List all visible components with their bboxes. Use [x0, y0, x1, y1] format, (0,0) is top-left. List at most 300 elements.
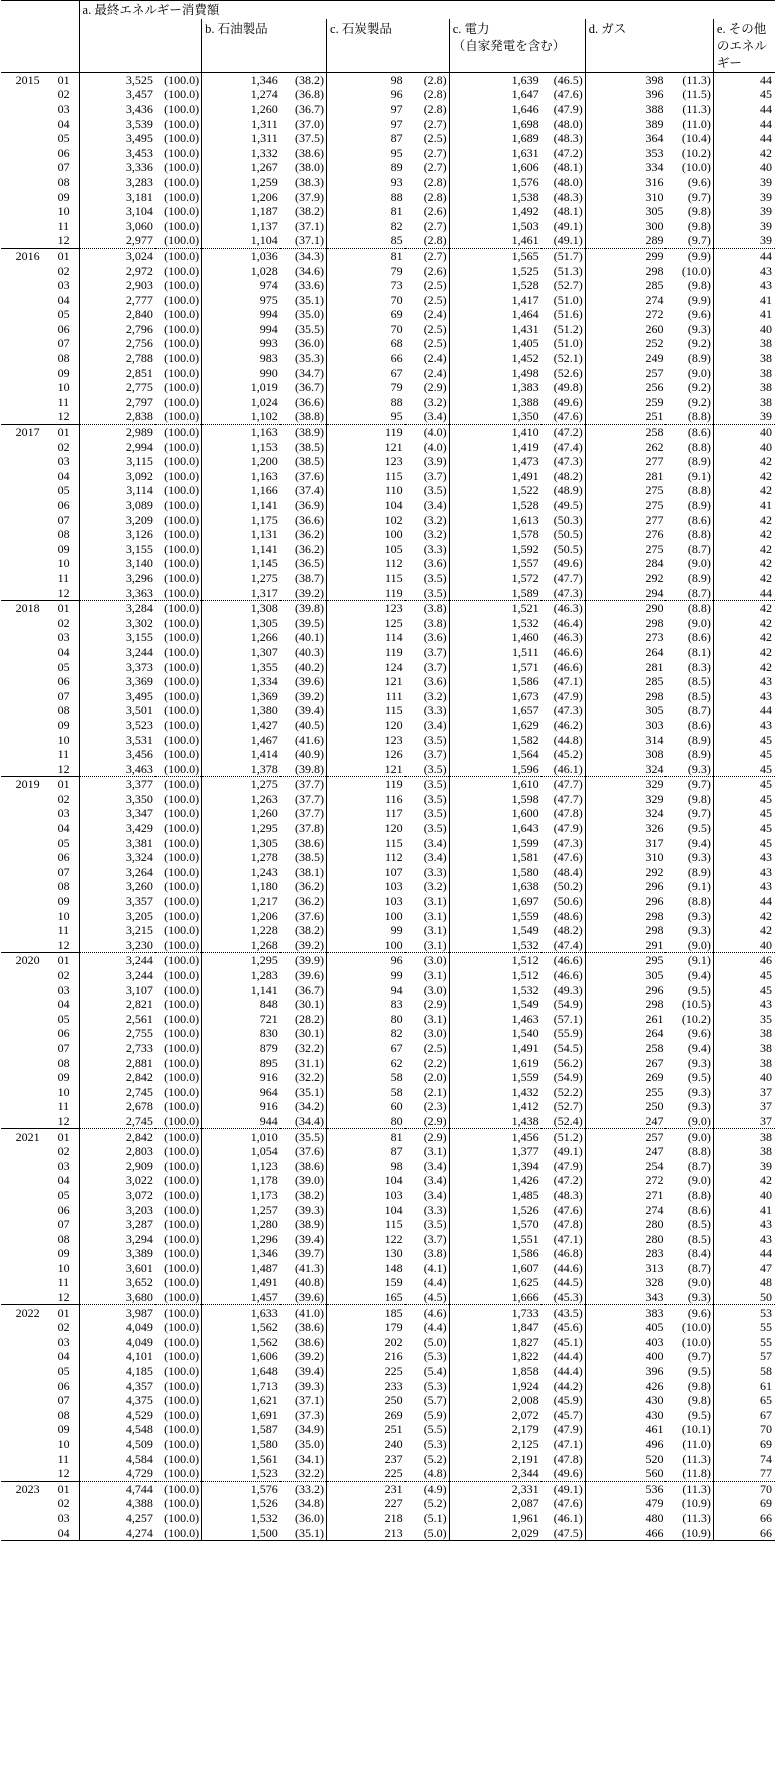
- coal-share: (3.7): [405, 1231, 450, 1246]
- coal-share: (2.5): [405, 278, 450, 293]
- table-row: [1, 175, 775, 190]
- electricity-value: 1,596: [449, 761, 540, 776]
- oil-share: (39.3): [280, 1378, 327, 1393]
- oil-share: (39.9): [280, 953, 327, 968]
- coal-share: (4.6): [405, 1305, 450, 1320]
- month-cell: 12: [46, 1290, 79, 1305]
- total-value: 3,244: [125, 644, 153, 659]
- oil-value: 1,346: [250, 72, 278, 87]
- total-value: 3,024: [125, 248, 153, 263]
- coal-value: 89: [390, 160, 403, 175]
- coal-share: (5.1): [405, 1511, 450, 1526]
- oil-value: 1,332: [250, 145, 278, 160]
- total-value: 3,495: [125, 131, 153, 146]
- table-row: [1, 600, 775, 615]
- total-share: (100.0): [155, 1451, 202, 1466]
- other-value: 45: [760, 747, 772, 762]
- coal-value: 117: [385, 806, 403, 821]
- header-coal: c. 石炭製品: [327, 19, 450, 72]
- gas-value: 398: [645, 72, 664, 87]
- total-value: 3,264: [125, 864, 153, 879]
- coal-share: (3.6): [405, 556, 450, 571]
- electricity-value: 1,646: [511, 101, 539, 116]
- gas-share: (9.3): [665, 1055, 713, 1070]
- total-share: (100.0): [155, 732, 202, 747]
- month-cell: 02: [46, 87, 79, 102]
- month-cell: 10: [46, 556, 79, 571]
- gas-share: (8.8): [665, 439, 713, 454]
- coal-value: 115: [385, 1217, 403, 1232]
- oil-value: 916: [259, 1070, 278, 1085]
- electricity-value: 2,087: [511, 1496, 539, 1511]
- total-value: 2,775: [125, 380, 153, 395]
- oil-value: 1,178: [250, 1173, 278, 1188]
- year-cell: [1, 1188, 46, 1203]
- month-cell: 02: [46, 1320, 79, 1335]
- electricity-share: (47.3): [541, 585, 586, 600]
- month-cell: 10: [46, 732, 79, 747]
- gas-value: 267: [645, 1055, 664, 1070]
- total-value: 3,523: [125, 717, 153, 732]
- year-cell: [1, 175, 46, 190]
- gas-share: (11.3): [665, 1511, 713, 1526]
- coal-share: (4.9): [405, 1481, 450, 1496]
- total-value: 3,230: [79, 938, 155, 953]
- electricity-value: 1,582: [511, 732, 539, 747]
- oil-value: 895: [259, 1055, 278, 1070]
- electricity-value: 1,613: [511, 512, 539, 527]
- total-share: (100.0): [155, 1305, 202, 1320]
- year-cell: [1, 204, 46, 219]
- table-row: [1, 380, 775, 395]
- other-value: 43: [760, 1217, 772, 1232]
- total-share: (100.0): [155, 454, 202, 469]
- total-value: 2,756: [125, 336, 153, 351]
- electricity-share: (45.2): [541, 747, 586, 762]
- oil-share: (35.0): [280, 307, 327, 322]
- year-cell: [1, 645, 46, 660]
- oil-value: 1,180: [250, 879, 278, 894]
- coal-share: (5.0): [405, 1525, 450, 1540]
- total-share: (100.0): [155, 997, 202, 1012]
- month-cell: 07: [46, 688, 79, 703]
- coal-value: 104: [384, 1173, 403, 1188]
- oil-value: 721: [259, 1011, 278, 1026]
- gas-value: 329: [645, 791, 664, 806]
- oil-share: (37.3): [280, 1408, 327, 1423]
- oil-value: 1,187: [250, 204, 278, 219]
- electricity-share: (47.9): [541, 1422, 586, 1437]
- total-share: (100.0): [155, 1158, 202, 1173]
- year-cell: [1, 1055, 46, 1070]
- oil-share: (40.2): [280, 659, 327, 674]
- electricity-value: 1,924: [511, 1378, 539, 1393]
- header-gas: d. ガス: [585, 19, 713, 72]
- month-cell: 08: [46, 1231, 79, 1246]
- other-value: 42: [760, 630, 772, 645]
- gas-share: (8.7): [665, 703, 713, 718]
- electricity-share: (51.6): [541, 307, 586, 322]
- other-value: 42: [760, 468, 772, 483]
- energy-consumption-table: [1, 0, 775, 1541]
- table-row: [1, 72, 775, 87]
- coal-share: (3.6): [405, 674, 450, 689]
- electricity-share: (47.6): [541, 850, 586, 865]
- total-value: 3,463: [79, 761, 155, 776]
- year-cell: [1, 1246, 46, 1261]
- total-value: 4,509: [125, 1437, 153, 1452]
- electricity-share: (55.9): [541, 1026, 586, 1041]
- year-cell: [1, 879, 46, 894]
- gas-share: (9.0): [665, 1129, 713, 1144]
- electricity-share: (45.9): [541, 1393, 586, 1408]
- gas-share: (9.4): [665, 1041, 713, 1056]
- total-share: (100.0): [155, 439, 202, 454]
- oil-value: 1,311: [251, 131, 278, 146]
- table-row: [1, 527, 775, 542]
- month-cell: 09: [46, 542, 79, 557]
- year-cell: [1, 1335, 46, 1350]
- oil-value: 1,713: [250, 1378, 278, 1393]
- year-cell: [1, 145, 46, 160]
- total-share: (100.0): [155, 879, 202, 894]
- gas-share: (10.9): [665, 1525, 713, 1540]
- total-value: 3,436: [125, 101, 153, 116]
- table-row: [1, 1451, 775, 1466]
- total-share: (100.0): [155, 1026, 202, 1041]
- gas-value: 298: [645, 615, 664, 630]
- gas-value: 249: [645, 351, 664, 366]
- gas-share: (9.8): [665, 204, 713, 219]
- coal-value: 119: [385, 425, 403, 440]
- year-cell: [1, 1202, 46, 1217]
- coal-share: (3.4): [405, 1173, 450, 1188]
- coal-value: 123: [384, 454, 403, 469]
- other-value: 38: [760, 365, 772, 380]
- electricity-share: (46.6): [541, 968, 586, 983]
- oil-value: 1,267: [250, 160, 278, 175]
- year-cell: [1, 908, 46, 923]
- coal-value: 103: [384, 879, 403, 894]
- year-cell: [1, 1041, 46, 1056]
- coal-value: 96: [390, 953, 403, 968]
- coal-value: 130: [384, 1246, 403, 1261]
- oil-share: (28.2): [280, 1012, 327, 1027]
- oil-value: 1,317: [202, 585, 280, 600]
- other-value: 39: [713, 409, 775, 424]
- gas-share: (9.1): [665, 469, 713, 484]
- year-cell: [1, 263, 46, 278]
- electricity-value: 1,383: [511, 380, 539, 395]
- electricity-share: (50.3): [541, 512, 586, 527]
- other-value: 44: [760, 72, 772, 87]
- total-share: (100.0): [155, 1114, 202, 1129]
- electricity-value: 1,525: [511, 263, 539, 278]
- oil-value: 1,275: [250, 777, 278, 792]
- coal-value: 123: [384, 732, 403, 747]
- month-cell: 12: [46, 409, 79, 424]
- oil-value: 1,311: [251, 116, 278, 131]
- coal-share: (5.2): [405, 1496, 450, 1511]
- year-cell: [1, 1231, 46, 1246]
- total-value: 3,060: [125, 218, 153, 233]
- gas-share: (10.4): [665, 131, 713, 146]
- gas-value: 298: [645, 263, 664, 278]
- table-body: [1, 72, 775, 1540]
- oil-value: 1,633: [250, 1305, 278, 1320]
- oil-share: (36.2): [280, 527, 327, 542]
- electricity-value: 1,697: [511, 894, 539, 909]
- month-cell: 07: [46, 1041, 79, 1056]
- oil-value: 1,523: [202, 1466, 280, 1481]
- other-value: 44: [760, 1246, 772, 1261]
- oil-share: (38.7): [280, 571, 327, 586]
- oil-value: 1,263: [250, 791, 278, 806]
- gas-value: 480: [645, 1510, 664, 1525]
- electricity-share: (49.6): [541, 395, 586, 410]
- coal-value: 115: [385, 570, 403, 585]
- electricity-value: 1,606: [511, 160, 539, 175]
- gas-share: (9.7): [665, 1349, 713, 1364]
- gas-value: 283: [645, 1246, 664, 1261]
- electricity-value: 1,827: [511, 1334, 539, 1349]
- other-value: 42: [760, 483, 772, 498]
- gas-value: 389: [645, 116, 664, 131]
- coal-share: (2.5): [405, 1041, 450, 1056]
- total-value: 2,842: [125, 1070, 153, 1085]
- oil-value: 1,346: [250, 1246, 278, 1261]
- coal-share: (3.4): [405, 498, 450, 513]
- table-row: [1, 1481, 775, 1496]
- oil-share: (35.5): [280, 1129, 327, 1144]
- coal-share: (3.1): [405, 1012, 450, 1027]
- other-value: 42: [760, 570, 772, 585]
- month-cell: 01: [46, 72, 79, 87]
- oil-share: (38.9): [280, 424, 327, 439]
- header-electricity: c. 電力 （自家発電を含む）: [449, 19, 585, 72]
- oil-value: 1,532: [250, 1510, 278, 1525]
- other-value: 40: [760, 1187, 772, 1202]
- table-row: [1, 409, 775, 424]
- total-value: 2,903: [125, 278, 153, 293]
- electricity-share: (47.3): [541, 454, 586, 469]
- total-share: (100.0): [155, 292, 202, 307]
- other-value: 39: [713, 233, 775, 248]
- oil-share: (36.6): [280, 395, 327, 410]
- gas-share: (8.5): [665, 1217, 713, 1232]
- table-row: [1, 292, 775, 307]
- electricity-value: 1,412: [511, 1099, 539, 1114]
- gas-share: (8.9): [665, 454, 713, 469]
- gas-share: (9.3): [665, 1290, 713, 1305]
- table-row: [1, 1525, 775, 1540]
- oil-share: (39.5): [280, 615, 327, 630]
- oil-share: (37.1): [280, 1393, 327, 1408]
- total-share: (100.0): [155, 1129, 202, 1144]
- electricity-value: 1,822: [511, 1349, 539, 1364]
- oil-share: (36.7): [280, 380, 327, 395]
- gas-share: (9.5): [665, 982, 713, 997]
- table-row: [1, 1496, 775, 1511]
- total-value: 2,561: [125, 1011, 153, 1026]
- coal-share: (2.7): [405, 160, 450, 175]
- gas-value: 264: [645, 1026, 664, 1041]
- coal-value: 80: [390, 1011, 403, 1026]
- oil-share: (37.5): [280, 131, 327, 146]
- table-row: [1, 160, 775, 175]
- coal-share: (3.0): [405, 982, 450, 997]
- electricity-value: 1,532: [449, 938, 540, 953]
- electricity-value: 1,521: [511, 601, 539, 616]
- other-value: 44: [760, 703, 772, 718]
- total-share: (100.0): [155, 688, 202, 703]
- other-value: 45: [760, 777, 772, 792]
- gas-share: (9.5): [665, 821, 713, 836]
- total-value: 3,350: [125, 791, 153, 806]
- oil-share: (38.2): [280, 923, 327, 938]
- year-cell: [1, 1158, 46, 1173]
- month-cell: 11: [46, 395, 79, 410]
- month-cell: 01: [46, 1481, 79, 1496]
- electricity-share: (46.8): [541, 1246, 586, 1261]
- total-share: (100.0): [155, 1246, 202, 1261]
- oil-share: (39.4): [280, 703, 327, 718]
- oil-share: (39.0): [280, 1173, 327, 1188]
- other-value: 46: [760, 953, 772, 968]
- month-cell: 06: [46, 850, 79, 865]
- coal-share: (3.5): [405, 792, 450, 807]
- oil-share: (35.1): [280, 292, 327, 307]
- total-value: 4,744: [125, 1481, 153, 1496]
- total-value: 4,584: [125, 1451, 153, 1466]
- coal-value: 110: [385, 483, 403, 498]
- oil-value: 1,562: [250, 1320, 278, 1335]
- gas-share: (10.0): [665, 263, 713, 278]
- coal-value: 227: [384, 1496, 403, 1511]
- electricity-share: (52.4): [541, 1114, 586, 1129]
- coal-share: (2.5): [405, 322, 450, 337]
- table-row: [1, 703, 775, 718]
- total-share: (100.0): [155, 498, 202, 513]
- gas-share: (9.8): [665, 278, 713, 293]
- month-cell: 02: [46, 263, 79, 278]
- total-share: (100.0): [155, 1364, 202, 1379]
- gas-value: 396: [645, 1364, 664, 1379]
- other-value: 45: [760, 982, 772, 997]
- table-row: [1, 1070, 775, 1085]
- coal-share: (2.8): [405, 233, 450, 248]
- total-value: 3,126: [125, 527, 153, 542]
- other-value: 39: [760, 218, 772, 233]
- total-share: (100.0): [155, 1422, 202, 1437]
- coal-value: 123: [384, 601, 403, 616]
- electricity-value: 1,638: [511, 879, 539, 894]
- total-share: (100.0): [155, 1084, 202, 1099]
- table-row: [1, 938, 775, 953]
- electricity-share: (51.2): [541, 1129, 586, 1144]
- table-row: [1, 424, 775, 439]
- oil-value: 1,274: [250, 87, 278, 102]
- total-share: (100.0): [155, 674, 202, 689]
- gas-value: 403: [645, 1334, 664, 1349]
- oil-share: (36.7): [280, 102, 327, 117]
- other-value: 45: [760, 87, 772, 102]
- header-row-1: [1, 1, 775, 19]
- electricity-share: (48.1): [541, 204, 586, 219]
- month-cell: 04: [46, 116, 79, 131]
- total-value: 2,994: [125, 439, 153, 454]
- other-value: 39: [760, 189, 772, 204]
- electricity-value: 2,191: [511, 1451, 539, 1466]
- coal-share: (2.8): [405, 175, 450, 190]
- coal-value: 79: [390, 263, 403, 278]
- oil-value: 1,308: [250, 601, 278, 616]
- year-cell: [1, 806, 46, 821]
- gas-share: (8.5): [665, 688, 713, 703]
- coal-share: (3.8): [405, 1246, 450, 1261]
- total-value: 2,733: [125, 1040, 153, 1055]
- gas-value: 275: [645, 483, 664, 498]
- other-value: 35: [760, 1011, 772, 1026]
- total-share: (100.0): [155, 1202, 202, 1217]
- coal-value: 103: [384, 894, 403, 909]
- oil-value: 1,010: [250, 1129, 278, 1144]
- other-value: 65: [760, 1393, 772, 1408]
- total-share: (100.0): [155, 248, 202, 263]
- table-row: [1, 1364, 775, 1379]
- coal-value: 119: [385, 777, 403, 792]
- total-value: 3,987: [125, 1305, 153, 1320]
- coal-share: (2.9): [405, 380, 450, 395]
- electricity-share: (49.5): [541, 498, 586, 513]
- total-share: (100.0): [155, 116, 202, 131]
- other-value: 38: [760, 1144, 772, 1159]
- month-cell: 06: [46, 145, 79, 160]
- oil-value: 916: [259, 1099, 278, 1114]
- electricity-share: (49.1): [541, 1481, 586, 1496]
- coal-value: 126: [384, 747, 403, 762]
- table-row: [1, 850, 775, 865]
- other-value: 61: [760, 1378, 772, 1393]
- table-row: [1, 659, 775, 674]
- gas-share: (8.3): [665, 659, 713, 674]
- oil-value: 990: [259, 365, 278, 380]
- month-cell: 03: [46, 982, 79, 997]
- table-row: [1, 1173, 775, 1188]
- gas-share: (8.5): [665, 1231, 713, 1246]
- table-row: [1, 469, 775, 484]
- electricity-value: 1,961: [511, 1510, 539, 1525]
- coal-value: 85: [327, 233, 405, 248]
- coal-value: 124: [384, 659, 403, 674]
- total-share: (100.0): [155, 1173, 202, 1188]
- month-cell: 01: [46, 424, 79, 439]
- coal-value: 82: [390, 1026, 403, 1041]
- electricity-share: (47.8): [541, 1217, 586, 1232]
- table-row: [1, 1290, 775, 1305]
- oil-share: (36.9): [280, 498, 327, 513]
- total-share: (100.0): [155, 263, 202, 278]
- month-cell: 04: [46, 645, 79, 660]
- coal-share: (3.8): [405, 615, 450, 630]
- oil-value: 830: [259, 1026, 278, 1041]
- total-value: 3,652: [125, 1275, 153, 1290]
- coal-value: 87: [390, 131, 403, 146]
- month-cell: 12: [46, 233, 79, 248]
- gas-share: (10.1): [665, 1422, 713, 1437]
- oil-share: (39.2): [280, 1349, 327, 1364]
- gas-value: 261: [645, 1011, 664, 1026]
